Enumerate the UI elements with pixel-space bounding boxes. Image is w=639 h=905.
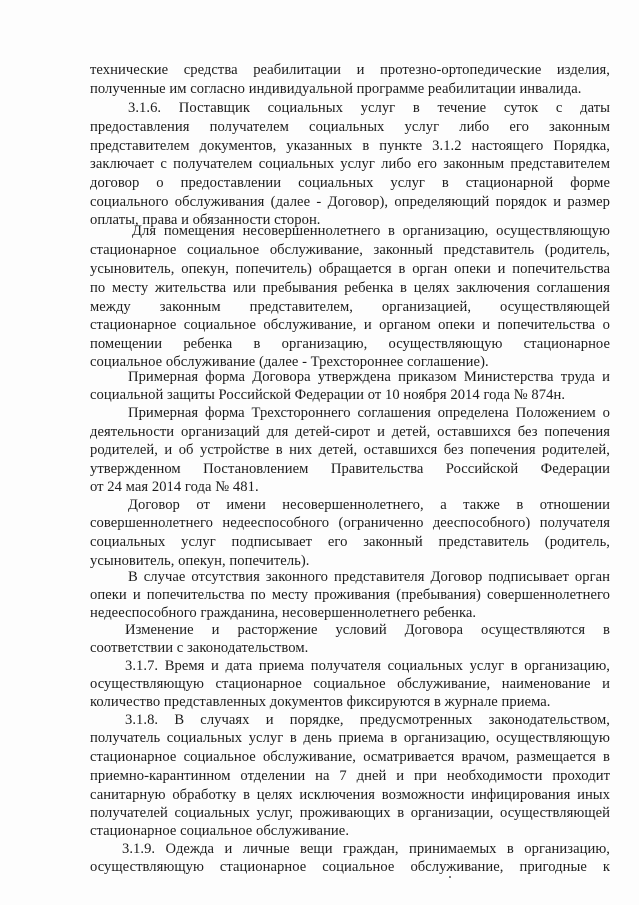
text-line: недееспособного гражданина, несовершеннолетнего ребенка. (90, 605, 477, 621)
text-line: осуществляющую стационарное социальное обслуживание, наименование и (90, 676, 610, 692)
text-line: усыновитель, опекун, попечитель). (90, 553, 310, 569)
text-line: заключает с получателем социальных услуг либо его законным представителем (90, 156, 610, 172)
text-line: количество представленных документов фиксируются в журнале приема. (90, 694, 551, 710)
text-line: стационарное социальное обслуживание, и органом опеки и попечительства о (90, 317, 610, 333)
text-line: предоставления получателем социальных услуг либо его законным (90, 119, 610, 135)
text-line: договор о предоставлении социальных услуг в стационарной форме (90, 175, 610, 191)
text-line: санитарную обработку в целях исключения возможности инфицирования иных (90, 787, 610, 803)
paragraph-contract-change: Изменение и расторжение условий Договора осуществляются в (125, 622, 610, 638)
text-line: социальных услуг подписывает его законный представитель (родитель, (90, 534, 610, 550)
text-line: технические средства реабилитации и протезно-ортопедические изделия, (90, 62, 610, 78)
text-line: социальное обслуживание (далее - Трехстороннее соглашение). (90, 354, 489, 370)
text-line: усыновитель, опекун, попечитель) обращается в орган опеки и попечительства (90, 261, 610, 277)
text-line: получателей социальных услуг, проживающих в организации, осуществляющей (90, 805, 610, 821)
paragraph-3-1-6: 3.1.6. Поставщик социальных услуг в течение суток с даты (128, 100, 610, 116)
text-line: оплаты, права и обязанности сторон. (90, 212, 321, 228)
text-line: стационарное социальное обслуживание. (90, 823, 350, 839)
text-line: деятельности организаций для детей-сирот и детей, оставшихся без попечения (90, 424, 610, 440)
text-line: помещении ребенка в организацию, осуществляющую стационарное (90, 336, 610, 352)
paragraph-contract-form: Примерная форма Договора утверждена приказом Министерства труда и (128, 369, 610, 385)
text-line: стационарное социальное обслуживание, осматривается врачом, размещается в (90, 749, 610, 765)
paragraph-tripartite-form: Примерная форма Трехстороннего соглашения определена Положением о (128, 405, 610, 421)
paragraph-3-1-7: 3.1.7. Время и дата приема получателя социальных услуг в организацию, (125, 658, 610, 674)
text-line: стационарное социальное обслуживание, законный представитель (родитель, (90, 242, 610, 258)
text-line: получатель социальных услуг в день приема в организацию, осуществляющую (90, 730, 610, 746)
paragraph-minor-placement: Для помещения несовершеннолетнего в организацию, осуществляющую (132, 223, 610, 239)
paragraph-no-representative: В случае отсутствия законного представителя Договор подписывает орган (128, 569, 610, 585)
text-line: от 24 мая 2014 года № 481. (90, 479, 259, 495)
paragraph-3-1-9: 3.1.9. Одежда и личные вещи граждан, принимаемых в организацию, (122, 841, 610, 857)
paragraph-3-1-8: 3.1.8. В случаях и порядке, предусмотренных законодательством, (125, 712, 610, 728)
text-line: совершеннолетнего недееспособного (ограниченно дееспособного) получателя (90, 515, 610, 531)
text-line: полученные им согласно индивидуальной программе реабилитации инвалида. (90, 81, 582, 97)
text-line: социальной защиты Российской Федерации от 10 ноября 2014 года № 874н. (90, 387, 566, 403)
text-line: утвержденном Постановлением Правительства Российской Федерации (90, 461, 610, 477)
text-line: социального обслуживания (далее - Договор), определяющий порядок и размер (90, 194, 610, 210)
text-line: по месту жительства или пребывания ребенка в целях заключения соглашения (90, 280, 610, 296)
text-line: опеки и попечительства по месту проживания (пребывания) совершеннолетнего (90, 587, 610, 603)
text-line: осуществляющую стационарное социальное обслуживание, пригодные к (90, 859, 610, 875)
text-line: между законным представителем, организацией, осуществляющей (90, 299, 610, 315)
text-line: представителем документов, указанных в пункте 3.1.2 настоящего Порядка, (90, 138, 610, 154)
scan-speck (449, 876, 451, 878)
text-line: родителей, и об устройстве в них детей, оставшихся без попечения родителей, (90, 442, 610, 458)
text-line: соответствии с законодательством. (90, 640, 309, 656)
text-line: приемно-карантинном отделении на 7 дней и при необходимости проходит (90, 768, 610, 784)
paragraph-contract-signing: Договор от имени несовершеннолетнего, а также в отношении (128, 497, 610, 513)
